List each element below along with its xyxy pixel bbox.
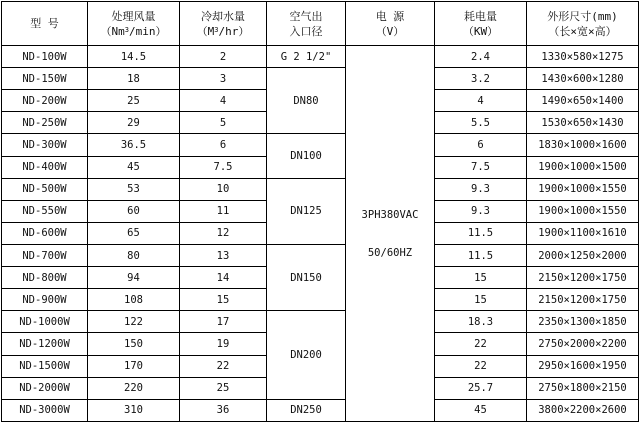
cell-model: ND-200W	[2, 90, 88, 112]
cell-airflow: 220	[88, 377, 180, 399]
cell-consumption: 15	[435, 289, 527, 311]
cell-model: ND-500W	[2, 178, 88, 200]
cell-cooling: 7.5	[180, 156, 267, 178]
spec-table	[1, 1, 639, 422]
header-model: 型 号	[2, 2, 88, 46]
cell-cooling: 25	[180, 377, 267, 399]
cell-consumption: 7.5	[435, 156, 527, 178]
cell-cooling: 5	[180, 112, 267, 134]
table-row	[2, 134, 639, 156]
cell-airflow: 94	[88, 267, 180, 289]
cell-inlet: DN80	[267, 68, 346, 134]
cell-model: ND-300W	[2, 134, 88, 156]
cell-consumption: 18.3	[435, 311, 527, 333]
header-cooling: 冷却水量 $(M^3/hr)$	[180, 2, 267, 46]
cell-dimensions: 1900×1000×1550	[527, 200, 639, 222]
cell-cooling: 15	[180, 289, 267, 311]
table-row	[2, 244, 639, 266]
table-row	[2, 68, 639, 90]
cell-consumption: 25.7	[435, 377, 527, 399]
cell-airflow: 310	[88, 399, 180, 421]
cell-consumption: 22	[435, 355, 527, 377]
cell-dimensions: 3800×2200×2600	[527, 399, 639, 421]
cell-airflow: 18	[88, 68, 180, 90]
cell-voltage: 3PH380VAC 50/60HZ	[346, 46, 435, 422]
cell-dimensions: 1830×1000×1600	[527, 134, 639, 156]
cell-inlet: DN150	[267, 244, 346, 310]
cell-cooling: 22	[180, 355, 267, 377]
cell-airflow: 14.5	[88, 46, 180, 68]
cell-consumption: 5.5	[435, 112, 527, 134]
cell-cooling: 2	[180, 46, 267, 68]
cell-airflow: 53	[88, 178, 180, 200]
table-row	[2, 46, 639, 68]
table-row	[2, 311, 639, 333]
cell-cooling: 10	[180, 178, 267, 200]
cell-airflow: 29	[88, 112, 180, 134]
cell-dimensions: 1330×580×1275	[527, 46, 639, 68]
cell-cooling: 12	[180, 222, 267, 244]
cell-dimensions: 1490×650×1400	[527, 90, 639, 112]
cell-cooling: 6	[180, 134, 267, 156]
cell-model: ND-900W	[2, 289, 88, 311]
cell-inlet: DN125	[267, 178, 346, 244]
cell-consumption: 11.5	[435, 244, 527, 266]
cell-consumption: 3.2	[435, 68, 527, 90]
cell-airflow: 108	[88, 289, 180, 311]
cell-model: ND-550W	[2, 200, 88, 222]
cell-dimensions: 2150×1200×1750	[527, 289, 639, 311]
header-consumption: 耗电量 （KW）	[435, 2, 527, 46]
cell-dimensions: 1900×1000×1500	[527, 156, 639, 178]
cell-airflow: 170	[88, 355, 180, 377]
cell-inlet: DN200	[267, 311, 346, 399]
cell-dimensions: 1900×1100×1610	[527, 222, 639, 244]
cell-consumption: 4	[435, 90, 527, 112]
cell-dimensions: 2750×2000×2200	[527, 333, 639, 355]
cell-model: ND-3000W	[2, 399, 88, 421]
cell-model: ND-1200W	[2, 333, 88, 355]
cell-cooling: 4	[180, 90, 267, 112]
cell-consumption: 45	[435, 399, 527, 421]
header-power-supply: 电 源 （V）	[346, 2, 435, 46]
table-row	[2, 399, 639, 421]
cell-consumption: 2.4	[435, 46, 527, 68]
cell-consumption: 6	[435, 134, 527, 156]
cell-cooling: 11	[180, 200, 267, 222]
header-inlet: 空气出 入口径	[267, 2, 346, 46]
cell-model: ND-400W	[2, 156, 88, 178]
cell-airflow: 60	[88, 200, 180, 222]
cell-dimensions: 2350×1300×1850	[527, 311, 639, 333]
cell-model: ND-250W	[2, 112, 88, 134]
cell-inlet: DN100	[267, 134, 346, 178]
cell-dimensions: 1900×1000×1550	[527, 178, 639, 200]
header-dimensions: 外形尺寸(mm) （长×宽×高）	[527, 2, 639, 46]
cell-dimensions: 2150×1200×1750	[527, 267, 639, 289]
cell-model: ND-600W	[2, 222, 88, 244]
header-row	[2, 2, 639, 46]
cell-model: ND-100W	[2, 46, 88, 68]
cell-consumption: 22	[435, 333, 527, 355]
cell-model: ND-700W	[2, 244, 88, 266]
table-row	[2, 178, 639, 200]
cell-consumption: 9.3	[435, 200, 527, 222]
cell-model: ND-150W	[2, 68, 88, 90]
cell-airflow: 36.5	[88, 134, 180, 156]
cell-dimensions: 2000×1250×2000	[527, 244, 639, 266]
cell-airflow: 122	[88, 311, 180, 333]
cell-model: ND-1000W	[2, 311, 88, 333]
cell-consumption: 11.5	[435, 222, 527, 244]
cell-airflow: 25	[88, 90, 180, 112]
cell-inlet: G 2 1/2"	[267, 46, 346, 68]
cell-dimensions: 1430×600×1280	[527, 68, 639, 90]
cell-cooling: 14	[180, 267, 267, 289]
cell-dimensions: 2950×1600×1950	[527, 355, 639, 377]
cell-model: ND-800W	[2, 267, 88, 289]
cell-consumption: 9.3	[435, 178, 527, 200]
cell-airflow: 150	[88, 333, 180, 355]
cell-airflow: 65	[88, 222, 180, 244]
cell-dimensions: 2750×1800×2150	[527, 377, 639, 399]
cell-airflow: 45	[88, 156, 180, 178]
cell-cooling: 13	[180, 244, 267, 266]
cell-model: ND-1500W	[2, 355, 88, 377]
header-airflow: 处理风量 （Nm$^3$/min）	[88, 2, 180, 46]
cell-dimensions: 1530×650×1430	[527, 112, 639, 134]
cell-consumption: 15	[435, 267, 527, 289]
cell-cooling: 17	[180, 311, 267, 333]
cell-cooling: 19	[180, 333, 267, 355]
cell-cooling: 3	[180, 68, 267, 90]
cell-model: ND-2000W	[2, 377, 88, 399]
cell-airflow: 80	[88, 244, 180, 266]
cell-inlet: DN250	[267, 399, 346, 421]
cell-cooling: 36	[180, 399, 267, 421]
